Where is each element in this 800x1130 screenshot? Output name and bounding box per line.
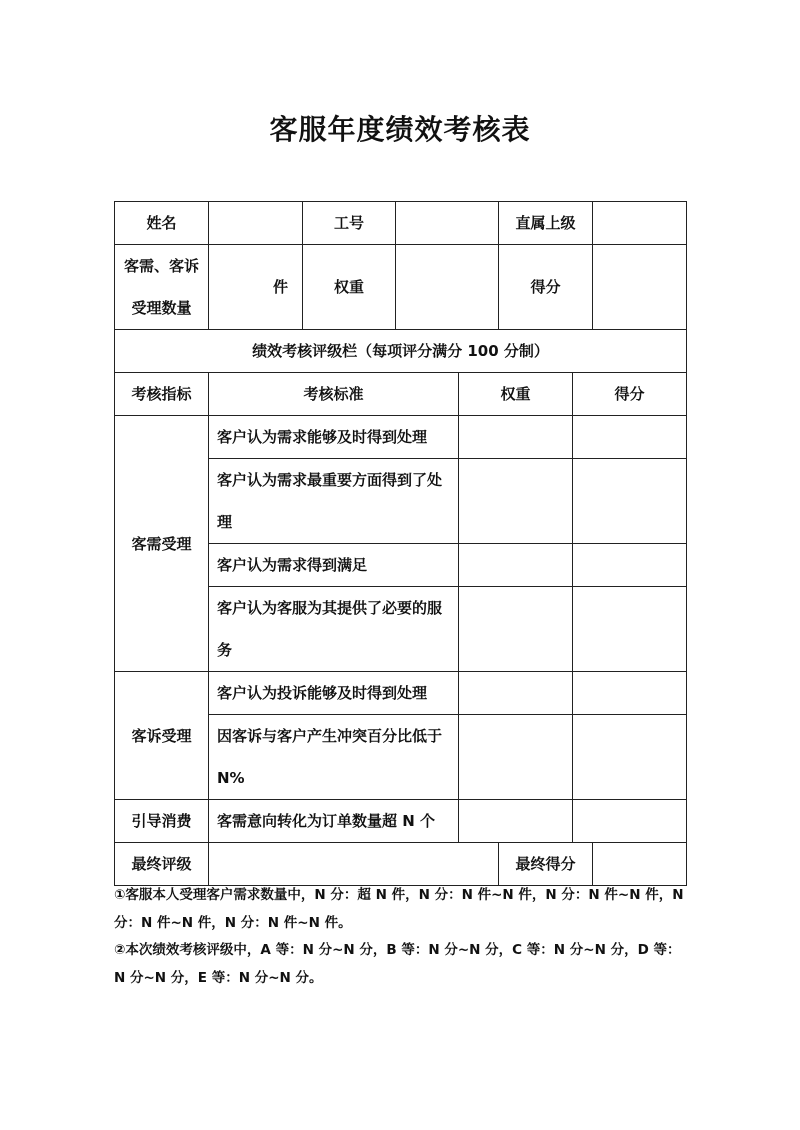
- page-title: 客服年度绩效考核表: [269, 113, 531, 146]
- info-row-2: [115, 245, 687, 330]
- section-row: [115, 330, 687, 373]
- table-row: [115, 672, 687, 715]
- final-rating-field[interactable]: [209, 843, 499, 886]
- supervisor-label: 直属上级: [499, 202, 593, 245]
- criterion-cell: 客户认为需求得到满足: [209, 544, 459, 587]
- col-weight: 权重: [459, 373, 573, 416]
- table-row: [115, 800, 687, 843]
- note-2: ②本次绩效考核评级中，A 等：N 分~N 分，B 等：N 分~N 分，C 等：N 分~N 分，D 等：N 分~N 分，E 等：N 分~N 分。: [114, 942, 681, 986]
- score-input[interactable]: [573, 459, 687, 544]
- weight-field[interactable]: [396, 245, 499, 330]
- name-field[interactable]: [209, 202, 303, 245]
- score-input[interactable]: [573, 800, 687, 843]
- name-label: 姓名: [115, 202, 209, 245]
- employee-id-field[interactable]: [396, 202, 499, 245]
- score-input[interactable]: [573, 416, 687, 459]
- score-input[interactable]: [573, 672, 687, 715]
- criterion-cell: 因客诉与客户产生冲突百分比低于 N%: [209, 715, 459, 800]
- col-standard: 考核标准: [209, 373, 459, 416]
- appraisal-table: [114, 201, 687, 886]
- handled-count-label: 客需、客诉受理数量: [115, 245, 209, 330]
- weight-input[interactable]: [459, 587, 573, 672]
- table-row: [115, 416, 687, 459]
- indicator-cell: 客需受理: [115, 416, 209, 672]
- weight-input[interactable]: [459, 800, 573, 843]
- final-rating-label: 最终评级: [115, 843, 209, 886]
- indicator-cell: 引导消费: [115, 800, 209, 843]
- score-field[interactable]: [593, 245, 687, 330]
- weight-input[interactable]: [459, 544, 573, 587]
- weight-input[interactable]: [459, 416, 573, 459]
- score-input[interactable]: [573, 715, 687, 800]
- col-score: 得分: [573, 373, 687, 416]
- weight-label: 权重: [303, 245, 396, 330]
- final-row: [115, 843, 687, 886]
- score-input[interactable]: [573, 544, 687, 587]
- criterion-cell: 客户认为需求最重要方面得到了处理: [209, 459, 459, 544]
- criterion-cell: 客需意向转化为订单数量超 N 个: [209, 800, 459, 843]
- criterion-cell: 客户认为客服为其提供了必要的服务: [209, 587, 459, 672]
- weight-input[interactable]: [459, 459, 573, 544]
- handled-count-field[interactable]: 件: [209, 245, 303, 330]
- col-indicator: 考核指标: [115, 373, 209, 416]
- score-label: 得分: [499, 245, 593, 330]
- employee-id-label: 工号: [303, 202, 396, 245]
- info-row-1: [115, 202, 687, 245]
- notes: [114, 882, 690, 992]
- weight-input[interactable]: [459, 715, 573, 800]
- supervisor-field[interactable]: [593, 202, 687, 245]
- criterion-cell: 客户认为投诉能够及时得到处理: [209, 672, 459, 715]
- section-title: 绩效考核评级栏（每项评分满分 100 分制）: [115, 330, 687, 373]
- criterion-cell: 客户认为需求能够及时得到处理: [209, 416, 459, 459]
- indicator-cell: 客诉受理: [115, 672, 209, 800]
- column-header-row: [115, 373, 687, 416]
- final-score-field[interactable]: [593, 843, 687, 886]
- note-1: ①客服本人受理客户需求数量中，N 分：超 N 件，N 分：N 件~N 件，N 分：N 件~N 件，N 分：N 件~N 件，N 分：N 件~N 件。: [114, 887, 684, 931]
- final-score-label: 最终得分: [499, 843, 593, 886]
- weight-input[interactable]: [459, 672, 573, 715]
- score-input[interactable]: [573, 587, 687, 672]
